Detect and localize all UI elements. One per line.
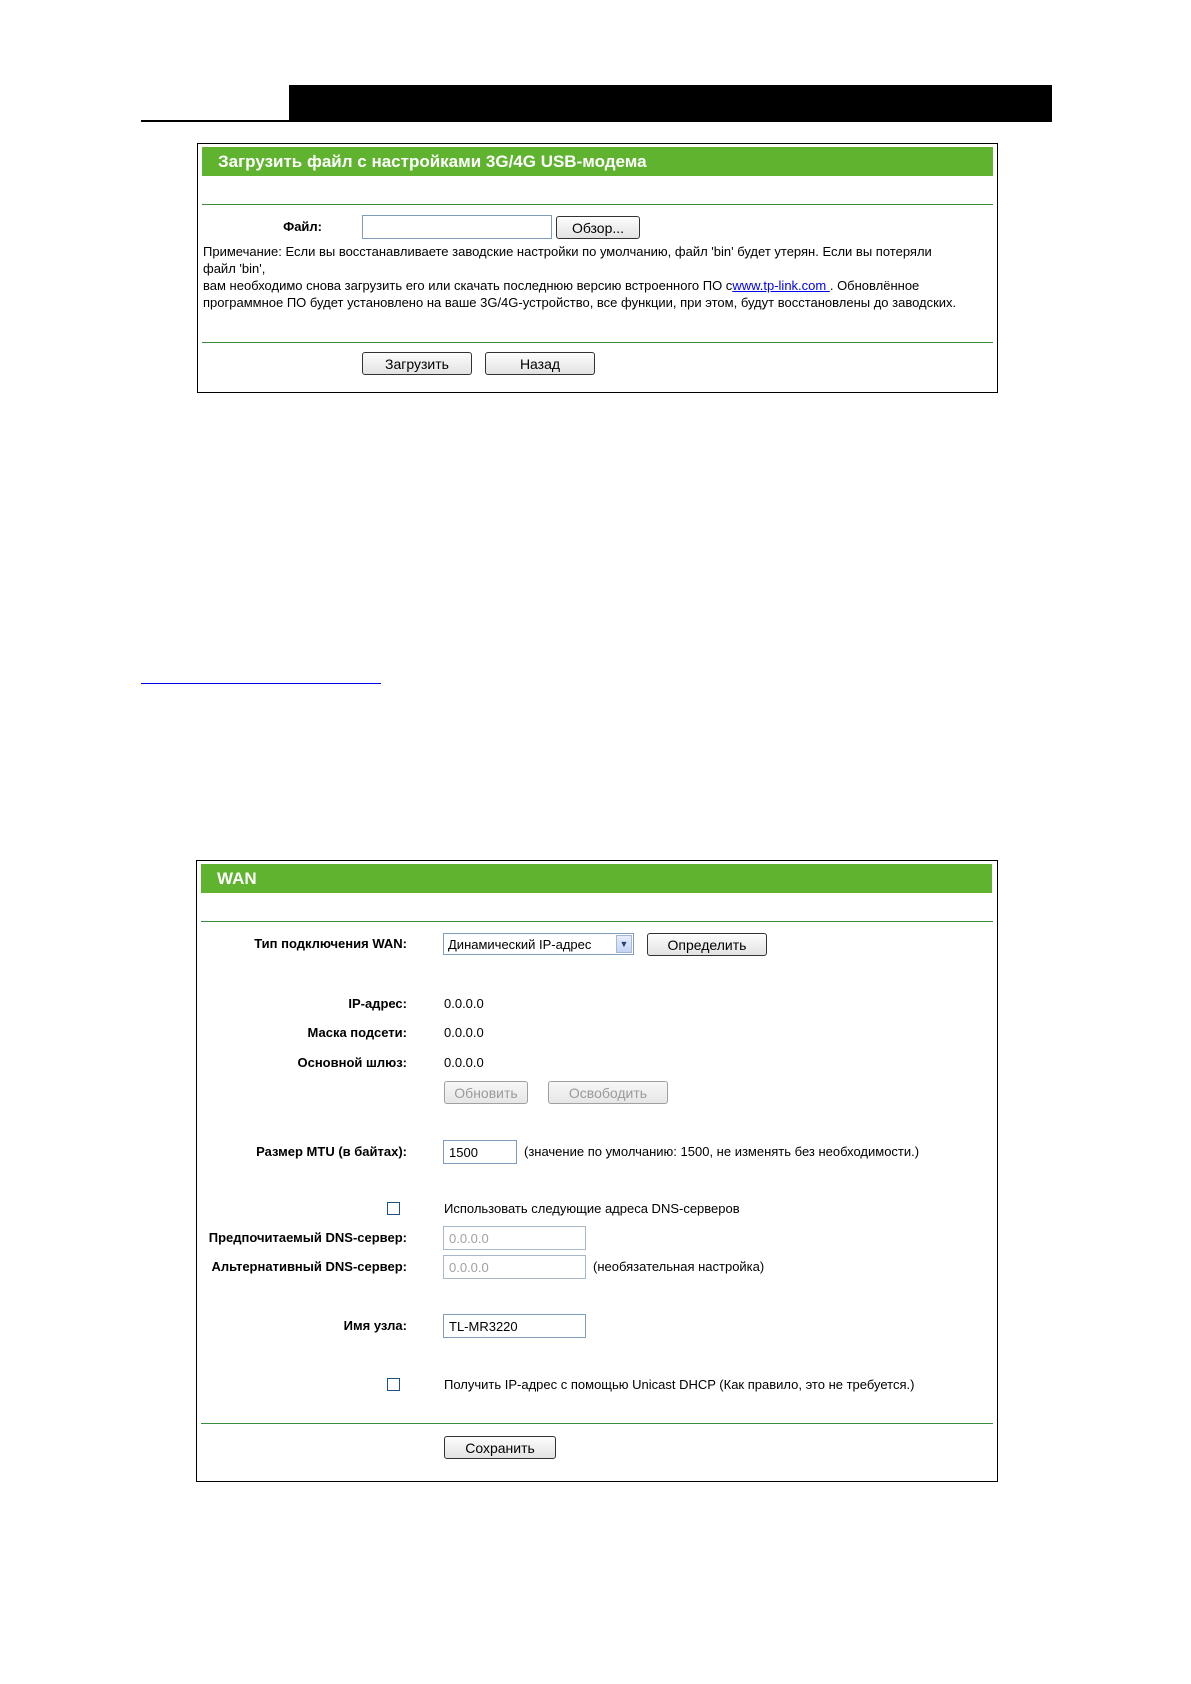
- wan-panel-title: WAN: [201, 864, 992, 893]
- wan-panel-bottom-divider: [201, 1423, 993, 1424]
- host-name-input[interactable]: [443, 1314, 586, 1338]
- ip-address-label: IP-адрес:: [348, 996, 407, 1011]
- gateway-label: Основной шлюз:: [297, 1055, 407, 1070]
- gateway-value: 0.0.0.0: [444, 1055, 484, 1070]
- connection-type-label: Тип подключения WAN:: [254, 936, 407, 951]
- renew-button[interactable]: Обновить: [444, 1081, 528, 1104]
- note-line-3-text: вам необходимо снова загрузить его или скачать последнюю версию встроенного ПО с: [203, 278, 733, 293]
- upload-panel-title: Загрузить файл с настройками 3G/4G USB-модема: [202, 147, 993, 176]
- upload-settings-panel: [197, 143, 998, 393]
- connection-type-value: Динамический IP-адрес: [448, 937, 592, 952]
- upload-note: [203, 243, 993, 311]
- file-label: Файл:: [283, 219, 322, 234]
- browse-button[interactable]: Обзор...: [556, 216, 640, 239]
- upload-button[interactable]: Загрузить: [362, 352, 472, 375]
- ip-address-value: 0.0.0.0: [444, 996, 484, 1011]
- use-dns-checkbox[interactable]: [387, 1202, 400, 1215]
- tp-link-link[interactable]: www.tp-link.com: [732, 278, 830, 293]
- unicast-dhcp-checkbox[interactable]: [387, 1378, 400, 1391]
- primary-dns-input[interactable]: [443, 1226, 586, 1250]
- note-line-2: файл 'bin',: [203, 261, 266, 276]
- note-line-4: программное ПО будет установлено на ваше 3G/4G-устройство, все функции, при этом, будут восстановлены до заводских.: [203, 295, 957, 310]
- connection-type-select[interactable]: [443, 933, 634, 955]
- mtu-label: Размер MTU (в байтах):: [256, 1144, 407, 1159]
- upload-panel-top-divider: [202, 204, 993, 205]
- secondary-dns-label: Альтернативный DNS-сервер:: [211, 1259, 407, 1274]
- unicast-dhcp-label: Получить IP-адрес с помощью Unicast DHCP (Как правило, это не требуется.): [444, 1377, 915, 1392]
- secondary-dns-hint: (необязательная настройка): [593, 1259, 765, 1274]
- note-line-3: [203, 277, 993, 294]
- wan-settings-panel: [196, 860, 998, 1482]
- host-name-label: Имя узла:: [343, 1318, 407, 1333]
- detect-button[interactable]: Определить: [647, 933, 767, 956]
- secondary-dns-input[interactable]: [443, 1255, 586, 1279]
- document-header-bar: [289, 85, 1052, 122]
- document-link-underline: [141, 683, 381, 684]
- document-header-rule: [141, 120, 1052, 122]
- primary-dns-label: Предпочитаемый DNS-сервер:: [208, 1230, 407, 1245]
- wan-panel-top-divider: [201, 921, 993, 922]
- mtu-input[interactable]: [443, 1140, 517, 1164]
- chevron-down-icon[interactable]: ▼: [616, 935, 632, 953]
- mtu-hint: (значение по умолчанию: 1500, не изменять без необходимости.): [524, 1144, 920, 1159]
- back-button[interactable]: Назад: [485, 352, 595, 375]
- release-button[interactable]: Освободить: [548, 1081, 668, 1104]
- file-path-input[interactable]: [362, 215, 552, 239]
- subnet-mask-label: Маска подсети:: [307, 1025, 407, 1040]
- save-button[interactable]: Сохранить: [444, 1436, 556, 1459]
- upload-panel-bottom-divider: [202, 342, 993, 343]
- note-line-3-end: . Обновлённое: [829, 278, 920, 293]
- subnet-mask-value: 0.0.0.0: [444, 1025, 484, 1040]
- note-line-1: Примечание: Если вы восстанавливаете заводские настройки по умолчанию, файл 'bin' будет утерян. Если вы потеряли: [203, 244, 932, 259]
- use-dns-label: Использовать следующие адреса DNS-серверов: [444, 1201, 740, 1216]
